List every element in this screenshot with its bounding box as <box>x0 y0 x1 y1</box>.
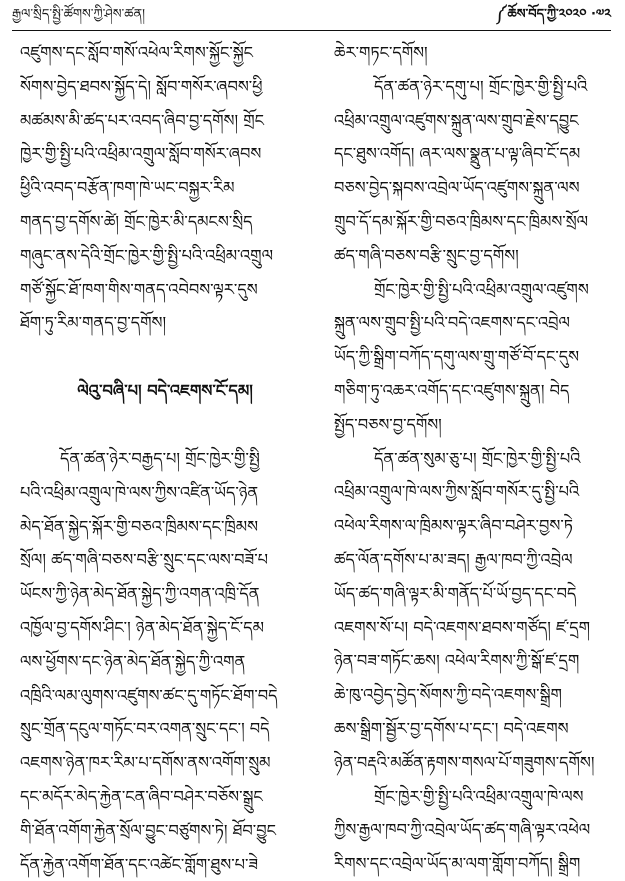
text-line: སོགས་བྱེད་ཐབས་སྐྱོད་དེ། སློབ་གསོར་ཞབས་ཕྱི <box>20 76 263 96</box>
text-line: འཁྱོལ་བྱ་དགོས་ཤིང་། ཉེན་མེད་ཐོན་སྐྱེད་ངོ་དམ <box>20 617 264 637</box>
article-start-line: དོན་ཚན་ཉེར་དགུ་པ། གྲོང་ཁྱེར་གྱི་སྤྱི་པའི <box>374 76 588 96</box>
text-line: ཚད་ལོན་དགོས་པ་མ་ཟད། རྒྱལ་ཁབ་ཀྱི་འབྲེལ <box>334 549 573 569</box>
text-line: གཅིག་ཏུ་འཆར་འགོད་དང་འཛུགས་སྐྲུན། བེད <box>334 380 570 400</box>
article-start-line: དོན་ཚན་ཉེར་བརྒྱད་པ། གྲོང་ཁྱེར་གྱི་སྤྱི <box>60 448 260 468</box>
text-line: འཇགས་སོ་པ། བདེ་འཇགས་ཐབས་གཙོད། ཛ་དྲག <box>334 617 591 637</box>
header-journal-title: རྒྱལ་སྲིད་སྤྱི་ཚོགས་ཀྱི་ཤེས་ཚན། <box>12 6 146 22</box>
text-line: འཛུགས་དང་སློབ་གསོ་འཕེལ་རིགས་སྐྱོང་སྐྱོང <box>20 43 253 62</box>
text-line: ལས་ཕྱོགས་དང་ཉེན་མེད་ཐོན་སྐྱེད་ཀྱི་འགན <box>20 651 246 671</box>
text-line: རིགས་དང་འབྲེལ་ཡོད་མ་ལག་གློག་བཀོད། སྒྲིག <box>334 854 581 874</box>
text-line: མེད་ཐོན་སྐྱེད་སྐོར་གྱི་བཅའ་ཁྲིམས་དང་ཁྲིམས <box>20 516 259 536</box>
text-line: འཕེལ་རིགས་ལ་ཁྲིམས་ལྟར་ཞིབ་བཤེར་བྱས་ཏེ <box>334 516 573 536</box>
text-line: ཆེ་ཁུ་འབྱེད་བྱེད་སོགས་ཀྱི་བདེ་འཇགས་སྒྲིག <box>334 685 562 705</box>
text-line: གྲུབ་དོ་དམ་སྐོར་གྱི་བཅའ་ཁྲིམས་དང་ཁྲིམས་སྲོལ <box>334 211 589 231</box>
paragraph-start-line: གྲོང་ཁྱེར་གྱི་སྤྱི་པའི་འཕྲིམ་འགྲུལ་འཛུགས <box>374 279 589 299</box>
text-line: འཇགས་ཉེན་ཁར་རིམ་པ་དགོས་ནས་འགོག་སྲུམ <box>20 753 271 773</box>
text-line: ཆེར་གཏང་དགོས། <box>334 43 428 62</box>
text-line: ཉེན་བརྡའི་མཚོན་རྟགས་གསལ་པོ་གཟུགས་དགོས། <box>334 752 595 772</box>
spacer <box>20 408 310 442</box>
text-line: པའི་འཕྲིམ་འགྲུལ་ཁེ་ལས་ཀྱིས་འཛིན་ཡོད་ཉེན <box>20 482 259 502</box>
text-line: ཀྱིས་རྒྱལ་ཁབ་ཀྱི་འབྲེལ་ཡོད་ཚད་གཞི་ལྟར་འཕེལ <box>334 820 591 840</box>
text-line: སྲུང་གྲོན་དངུལ་གཏོང་བར་འགན་སྲུང་དང་། བདེ <box>20 719 270 739</box>
text-line: གནད་བྱ་དགོས་ཚེ། གྲོང་ཁྱེར་མི་དམངས་སྲིད <box>20 211 253 231</box>
text-line: ཁྱེར་གྱི་སྤྱི་པའི་འཕྲིམ་འགྲུལ་སློབ་གསོར་ཞབས <box>20 144 262 164</box>
text-line: འཕྲིམ་འགྲུལ་ཁེ་ལས་ཀྱིས་སློབ་གསོར་དུ་སྤྱི་པའི <box>334 482 580 502</box>
section-heading: ལེའུ་བཞི་པ། བདེ་འཇགས་ངོ་དམ། <box>77 381 253 401</box>
paragraph-start-line: གྲོང་ཁྱེར་གྱི་སྤྱི་པའི་འཕྲིམ་འགྲུལ་ཁེ་ལས <box>374 786 584 806</box>
article-start-line: དོན་ཚན་སུམ་ཅུ་པ། གྲོང་ཁྱེར་གྱི་སྤྱི་པའི <box>374 448 581 468</box>
right-column <box>334 36 614 881</box>
text-line: སྲོལ། ཚད་གཞི་བཅས་བརྩི་སྲུང་དང་ལས་བཟོ་པ <box>20 550 268 570</box>
text-line: དང་མདོར་མེད་རྐྱེན་ངན་ཞིབ་བཤེར་བཅོས་སྒྲུང <box>20 786 263 806</box>
text-line: སྤྱོད་བཅས་བྱ་དགོས། <box>334 414 442 434</box>
text-line: འཕྲིམ་འགྲུལ་འཛུགས་སྐྲུན་ལས་གྲུབ་རྗེས་དབྱུང <box>334 110 579 130</box>
text-line: གཞུང་ནས་དེའི་གྲོང་ཁྱེར་གྱི་སྤྱི་པའི་འཕྲིམ་འགྲུལ <box>20 245 273 265</box>
text-line: མཚམས་མི་ཚད་པར་འབད་ཞིབ་བྱ་དགོས། གྲོང <box>20 110 264 130</box>
text-line: ཡོངས་ཀྱི་ཉེན་མེད་ཐོན་སྐྱེད་ཀྱི་འགན་འཁྲི་དོན <box>20 584 260 604</box>
text-line: ཉེན་བཟ་གཏོང་ཆས། འཕེལ་རིགས་ཀྱི་སྒོ་ཛ་དྲག <box>334 651 580 671</box>
text-line: ཕྱིའི་འབད་བརྩོན་ཁག་ཁེ་ཡང་བསྐྱར་རིམ <box>20 178 235 198</box>
text-line: བཅས་བྱེད་སྐབས་འབྲེལ་ཡོད་འཛུགས་སྐྲུན་ལས <box>334 178 580 198</box>
text-line: འཁྲིའི་ལམ་ལུགས་འཛུགས་ཚང་དུ་གཏོང་ཐོག་བདེ <box>20 685 278 705</box>
text-line: ཐོག་ཏུ་རིམ་གནད་བྱ་དགོས། <box>20 313 167 333</box>
text-line: གི་ཐོན་འགོག་རྐྱེན་སྲོལ་བྱུང་བཙུགས་ཏེ། ཐོབ་བྱུང <box>20 820 276 840</box>
text-line: ཚད་གཞི་བཅས་བརྩི་སྲུང་བྱ་དགོས། <box>334 245 519 265</box>
running-header <box>12 4 611 31</box>
text-line: དོན་རྐྱེན་འགོག་ཐོན་དང་འཚེང་གློག་ཐུས་པ་ཟེ <box>20 854 259 874</box>
header-issue-page: ༼ཆོས་བོད་ཀྱི་༢༠༢༠ ·༧༢ <box>495 6 611 22</box>
text-line: དང་ཐུས་འགོད། ཞར་ལས་སྣྲུན་པ་ལྟ་ཞིབ་ངོ་དམ <box>334 144 581 164</box>
spacer <box>20 340 310 374</box>
text-line: ཡོད་ཚད་གཞི་ལྟར་མི་གནོད་པོ་ཡོ་བྱད་དང་བདེ <box>334 583 577 603</box>
text-line: གཙོ་སྐྱོང་ཐོ་ཁག་གིས་གནད་འབེབས་ལྟར་དུས <box>20 279 258 299</box>
left-column <box>20 36 310 881</box>
text-line: ཆས་སྒྲིག་སྦྱོར་བྱ་དགོས་པ་དང་། བདེ་འཇགས <box>334 718 569 738</box>
text-line: སྐྲུན་ལས་གྲུབ་སྤྱི་པའི་བདེ་འཇགས་དང་འབྲེལ <box>334 313 570 333</box>
text-line: ཡོད་ཀྱི་སྒྲིག་བཀོད་དགུ་ལས་གྲུ་གཙོ་བོ་དང་དུས <box>334 347 580 367</box>
